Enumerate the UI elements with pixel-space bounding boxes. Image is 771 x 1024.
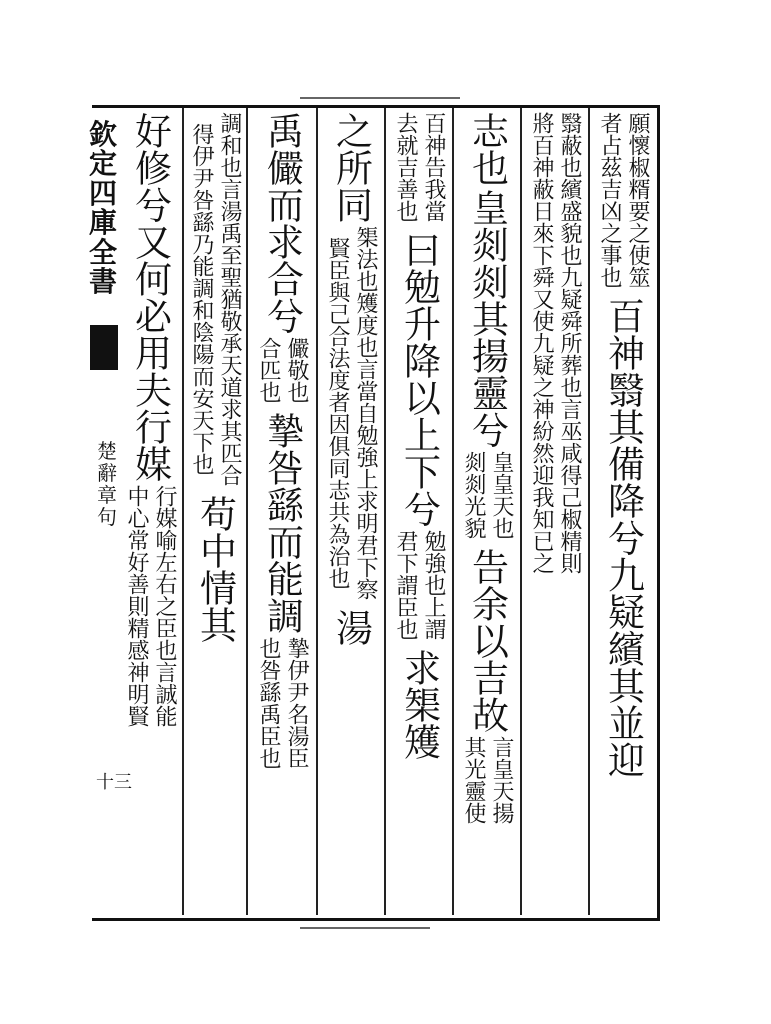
commentary-pair [254, 637, 310, 778]
commentary-right: 勉強也上謂 [421, 530, 446, 640]
commentary-pair [391, 112, 447, 231]
main-text: 告余以吉故 [465, 548, 509, 733]
commentary-pair [187, 112, 243, 495]
commentary-left: 賢臣與己合法度者因俱同志共為治也 [325, 237, 350, 589]
commentary-left: 去就吉善也 [393, 112, 418, 222]
commentary-left: 也咎繇禹臣也 [256, 637, 281, 769]
commentary-right: 行媒喻左右之臣也言誠能 [152, 485, 177, 727]
text-column [590, 112, 656, 912]
commentary-pair [527, 112, 583, 583]
commentary-left: 合匹也 [256, 337, 281, 403]
top-rule [300, 97, 460, 99]
page-number: 十三 [96, 772, 132, 793]
main-text: 曰勉升降以上下兮 [397, 231, 441, 527]
commentary-right: 翳蔽也繽盛貌也九疑舜所葬也言巫咸得己椒精則 [557, 112, 582, 574]
commentary-pair [391, 530, 447, 649]
main-text: 禹儼而求合兮 [260, 112, 304, 334]
commentary-pair [459, 736, 515, 833]
commentary-right: 調和也言湯禹至聖猶敬承天道求其匹合 [217, 112, 242, 486]
commentary-right: 榘法也矱度也言當自勉強上求明君下察 [353, 226, 378, 600]
commentary-right: 願懷椒糈要之使筮 [625, 112, 650, 288]
bottom-rule [300, 927, 430, 929]
main-text: 志也 [465, 112, 509, 186]
main-text: 百神翳其備降兮九疑繽其並迎 [601, 297, 645, 778]
main-text: 之所同 [329, 112, 373, 223]
text-column [118, 112, 182, 912]
text-column [318, 112, 384, 912]
commentary-left: 君下謂臣也 [393, 530, 418, 640]
commentary-left: 剡剡光貌 [461, 451, 486, 539]
commentary-pair [254, 337, 310, 412]
main-text: 求榘矱 [397, 649, 441, 760]
main-text: 湯 [329, 609, 373, 646]
commentary-left: 中心常好善則精感神明賢 [124, 485, 149, 727]
spine-block [90, 325, 118, 370]
text-column [454, 112, 520, 912]
main-text: 好修兮又何必用夫行媒 [128, 112, 172, 482]
text-column [248, 112, 316, 912]
commentary-pair [323, 226, 379, 609]
commentary-right: 皇皇天也 [489, 451, 514, 539]
text-column [386, 112, 452, 912]
commentary-pair [122, 485, 178, 736]
commentary-right: 言皇天揚 [489, 736, 514, 824]
main-text: 摯咎繇而能調 [260, 412, 304, 634]
main-text: 苟中情其 [193, 495, 237, 643]
commentary-right: 摯伊尹名湯臣 [284, 637, 309, 769]
commentary-left: 其光靈使 [461, 736, 486, 824]
commentary-left: 得伊尹咎繇乃能調和陰陽而安天下也 [189, 123, 214, 475]
margin-book-title: 楚辭章句 [97, 439, 117, 529]
text-column [184, 112, 246, 912]
commentary-pair [595, 112, 651, 297]
commentary-right: 儼敬也 [284, 337, 309, 403]
commentary-pair [459, 451, 515, 548]
spine-title: 欽定四庫全書 [88, 118, 117, 298]
text-column [522, 112, 588, 912]
main-text: 皇剡剡其揚靈兮 [465, 189, 509, 448]
commentary-left: 將百神蔽日來下舜又使九疑之神紛然迎我知已之 [529, 112, 554, 574]
commentary-left: 者占茲吉凶之事也 [597, 112, 622, 288]
commentary-right: 百神告我當 [421, 112, 446, 222]
